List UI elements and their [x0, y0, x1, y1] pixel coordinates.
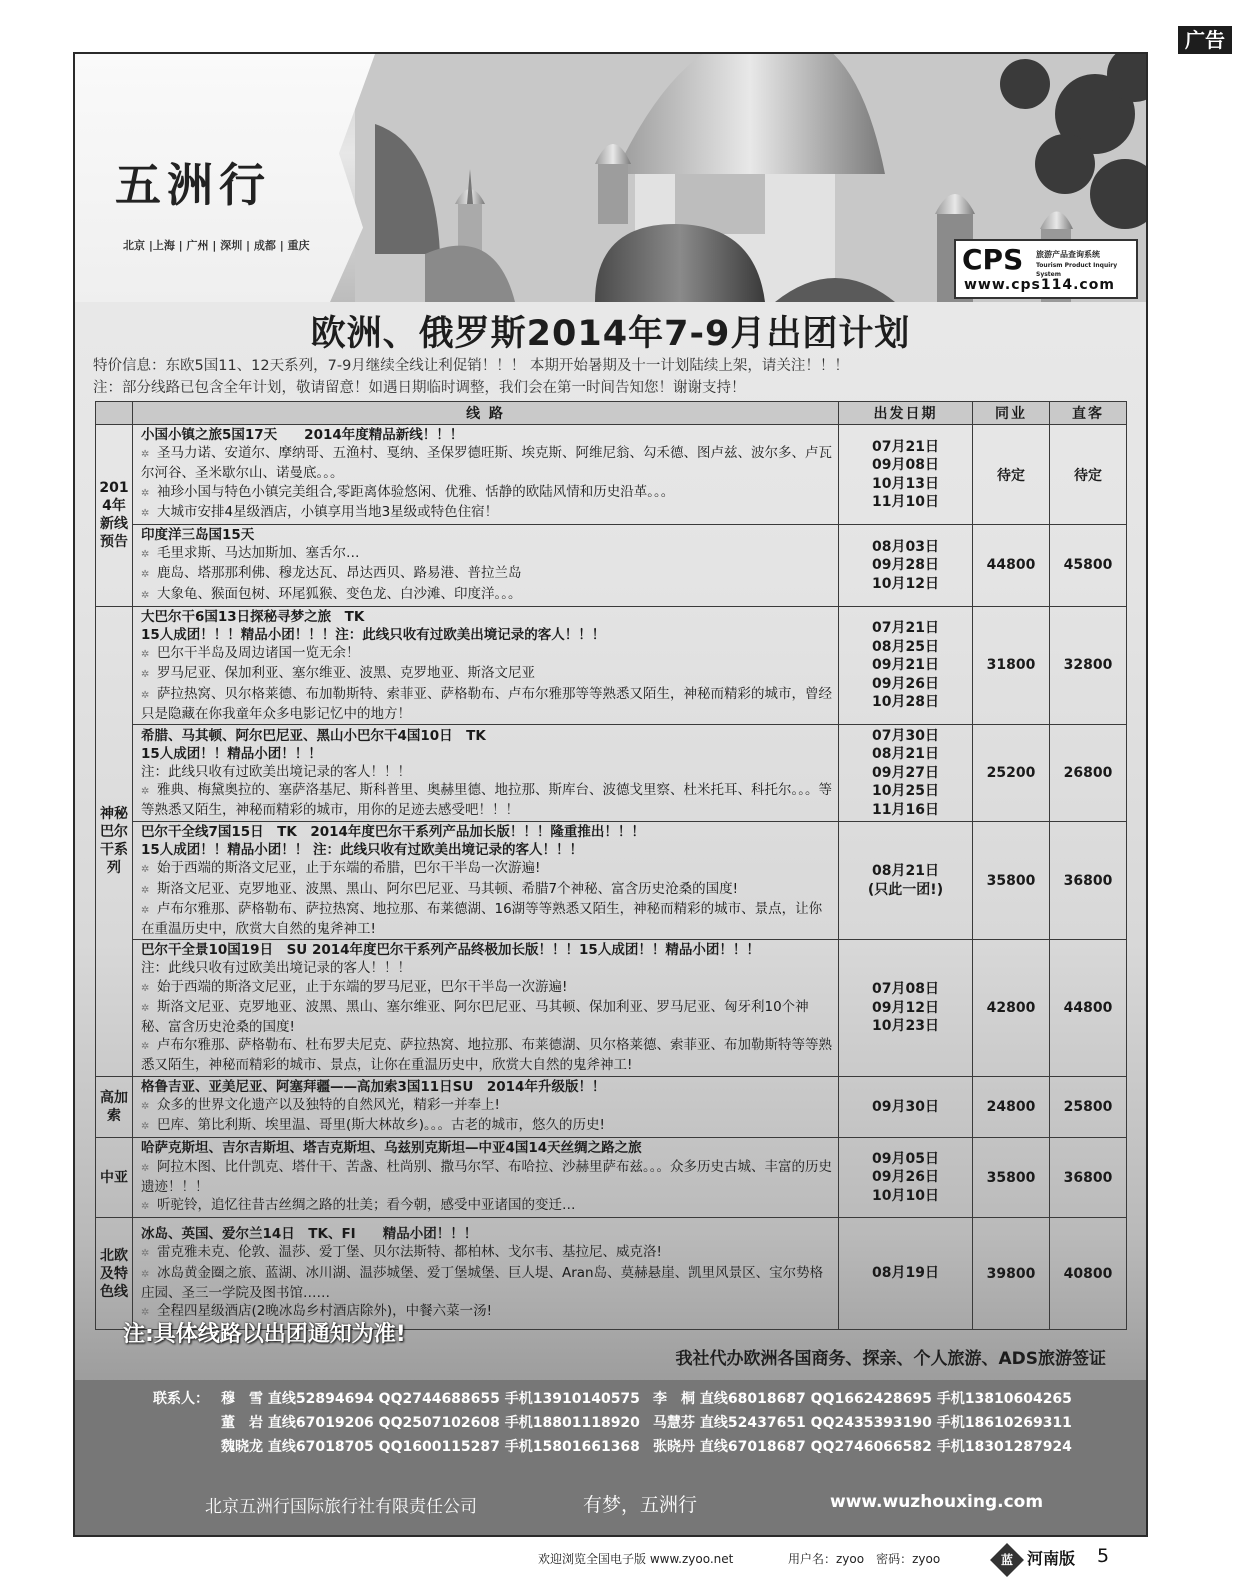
route-line: ✲ 巴尔干半岛及周边诸国一览无余！ — [141, 644, 832, 664]
departure-dates: 08月19日 — [839, 1218, 973, 1330]
bullet-icon: ✲ — [141, 786, 150, 798]
company-name: 北京五洲行国际旅行社有限责任公司 — [205, 1497, 477, 1517]
bullet-icon: ✲ — [141, 1200, 150, 1212]
visa-service: 我社代办欧洲各国商务、探亲、个人旅游、ADS旅游签证 — [675, 1349, 1106, 1369]
table-row — [96, 1076, 1127, 1138]
peer-price: 24800 — [973, 1076, 1050, 1138]
bullet-icon: ✲ — [141, 589, 150, 601]
route-cell — [133, 940, 839, 1076]
peer-price: 44800 — [973, 525, 1050, 607]
route-cell — [133, 1138, 839, 1218]
bullet-icon: ✲ — [141, 884, 150, 896]
contact-label: 联系人： — [153, 1391, 209, 1407]
cps-logo: CPS — [962, 243, 1024, 276]
route-cell — [133, 1218, 839, 1330]
route-title: 巴尔干全景10国19日 SU 2014年度巴尔干系列产品终极加长版！！！15人成团！！精品小团！！！ — [141, 942, 760, 959]
category-caucasus: 高加索 — [96, 1076, 133, 1138]
banner — [75, 54, 1146, 302]
table-row — [96, 725, 1127, 822]
route-subtitle: 15人成团！！精品小团！！！ — [141, 745, 322, 762]
peer-price: 35800 — [973, 1138, 1050, 1218]
company-logo: 五洲行 — [115, 158, 271, 212]
direct-price: 32800 — [1050, 606, 1127, 724]
route-note: 注：此线只收有过欧美出境记录的客人！！！ — [141, 960, 411, 977]
tour-schedule-table — [95, 401, 1127, 1330]
route-title: 格鲁吉亚、亚美尼亚、阿塞拜疆——高加索3国11日SU 2014年升级版！！ — [141, 1078, 606, 1095]
contact-entry: 魏晓龙 直线67018705 QQ1600115287 手机15801661368 — [221, 1439, 640, 1455]
route-line: ✲ 众多的世界文化遗产以及独特的自然风光，精彩一并奉上! — [141, 1096, 832, 1116]
route-line: ✲ 雷克雅未克、伦敦、温莎、爱丁堡、贝尔法斯特、都柏林、戈尔韦、基拉尼、威克洛! — [141, 1243, 832, 1263]
category-north-europe: 北欧及特色线 — [96, 1218, 133, 1330]
bullet-icon: ✲ — [141, 1041, 150, 1053]
route-cell — [133, 525, 839, 607]
departure-dates: 08月03日 09月28日 10月12日 — [839, 525, 973, 607]
bullet-icon: ✲ — [141, 689, 150, 701]
contact-entry: 李 桐 直线68018687 QQ1662428695 手机13810604265 — [653, 1391, 1072, 1407]
cps-url[interactable]: www.cps114.com — [964, 277, 1115, 293]
route-line: ✲ 冰岛黄金圈之旅、蓝湖、冰川湖、温莎城堡、爱丁堡城堡、巨人堤、Aran岛、莫赫悬崖、凯里风景区、宝尔势格庄园、圣三一学院及图书馆…… — [141, 1264, 824, 1301]
departure-dates: 09月30日 — [839, 1076, 973, 1138]
ad-tag: 广告 — [1178, 26, 1232, 54]
bullet-icon: ✲ — [141, 507, 150, 519]
bullet-icon: ✲ — [141, 1002, 150, 1014]
table-row — [96, 606, 1127, 724]
route-line: ✲ 斯洛文尼亚、克罗地亚、波黑、黑山、塞尔维亚、阿尔巴尼亚、马其顿、保加利亚、罗马尼亚、匈牙利10个神秘、富含历史沧桑的国度! — [141, 998, 809, 1036]
route-title: 哈萨克斯坦、吉尔吉斯坦、塔吉克斯坦、乌兹别克斯坦—中亚4国14天丝绸之路之旅 — [141, 1140, 642, 1157]
departure-dates: 07月21日 09月08日 10月13日 11月10日 — [839, 425, 973, 525]
bullet-icon: ✲ — [141, 487, 150, 499]
route-title: 巴尔干全线7国15日 TK 2014年度巴尔干系列产品加长版！！！隆重推出！！！ — [141, 824, 645, 841]
route-cell — [133, 1076, 839, 1138]
direct-price: 45800 — [1050, 525, 1127, 607]
bullet-icon: ✲ — [141, 1306, 150, 1318]
route-cell — [133, 725, 839, 822]
slogan: 有梦，五洲行 — [583, 1494, 698, 1516]
table-row — [96, 1218, 1127, 1330]
edition-diamond-icon: 蓝 — [990, 1543, 1024, 1577]
route-title: 冰岛、英国、爱尔兰14日 TK、FI 精品小团！！！ — [141, 1226, 478, 1243]
route-cell — [133, 822, 839, 940]
bullet-icon: ✲ — [141, 1248, 150, 1260]
header-blank — [96, 402, 133, 425]
route-line: ✲ 罗马尼亚、保加利亚、塞尔维亚、波黑、克罗地亚、斯洛文尼亚 — [141, 664, 832, 684]
route-line: ✲ 圣马力诺、安道尔、摩纳哥、五渔村、戛纳、圣保罗德旺斯、埃克斯、阿维尼翁、勾禾德、图卢兹、波尔多、卢瓦尔河谷、圣米歇尔山、诺曼底。。。 — [141, 445, 832, 482]
table-row — [96, 822, 1127, 940]
route-line: ✲ 萨拉热窝、贝尔格莱德、布加勒斯特、索菲亚、萨格勒布、卢布尔雅那等等熟悉又陌生，神秘而精彩的城市，曾经只是隐藏在你我童年众多电影记忆中的地方！ — [141, 685, 832, 722]
bullet-icon: ✲ — [141, 449, 150, 461]
bullet-icon: ✲ — [141, 1162, 150, 1174]
direct-price: 待定 — [1050, 425, 1127, 525]
header-departure: 出发日期 — [839, 402, 973, 425]
table-row — [96, 525, 1127, 607]
route-subtitle: 15人成团！！精品小团！！ 注：此线只收有过欧美出境记录的客人！！！ — [141, 842, 583, 859]
peer-price: 35800 — [973, 822, 1050, 940]
route-line: ✲ 斯洛文尼亚、克罗地亚、波黑、黑山、阿尔巴尼亚、马其顿、希腊7个神秘、富含历史沧桑的国度! — [141, 880, 832, 900]
direct-price: 26800 — [1050, 725, 1127, 822]
peer-price: 31800 — [973, 606, 1050, 724]
header-direct-price: 直客 — [1050, 402, 1127, 425]
direct-price: 25800 — [1050, 1076, 1127, 1138]
direct-price: 40800 — [1050, 1218, 1127, 1330]
bullet-icon: ✲ — [141, 904, 150, 916]
schedule-note: 注：部分线路已包含全年计划，敬请留意！如遇日期临时调整，我们会在第一时间告知您！谢谢支持！ — [93, 380, 746, 396]
route-cell — [133, 425, 839, 525]
route-line: ✲ 听驼铃，追忆往昔古丝绸之路的壮美；看今朝，感受中亚诸国的变迁… — [141, 1196, 832, 1216]
footer-login: 用户名：zyoo 密码：zyoo — [788, 1552, 941, 1566]
bullet-icon: ✲ — [141, 549, 150, 561]
route-subtitle: 15人成团！！！精品小团！！！注：此线只收有过欧美出境记录的客人！！！ — [141, 627, 606, 644]
peer-price: 39800 — [973, 1218, 1050, 1330]
route-line: ✲ 始于西端的斯洛文尼亚，止于东端的罗马尼亚，巴尔干半岛一次游遍! — [141, 978, 832, 998]
table-row — [96, 940, 1127, 1076]
route-line: ✲ 鹿岛、塔那那利佛、穆龙达瓦、昂达西贝、路易港、普拉兰岛 — [141, 564, 832, 584]
departure-dates: 08月21日 (只此一团!) — [839, 822, 973, 940]
route-line: ✲ 大城市安排4星级酒店，小镇享用当地3星级或特色住宿！ — [141, 503, 832, 523]
category-new-lines: 2014年新线预告 — [96, 425, 133, 607]
departure-dates: 07月08日 09月12日 10月23日 — [839, 940, 973, 1076]
bullet-icon: ✲ — [141, 569, 150, 581]
footer-site: 欢迎浏览全国电子版 www.zyoo.net — [538, 1552, 734, 1566]
bullet-icon: ✲ — [141, 669, 150, 681]
cps-badge — [954, 239, 1138, 299]
contact-entry: 马慧芬 直线52437651 QQ2435393190 手机18610269311 — [653, 1415, 1072, 1431]
table-header-row — [96, 402, 1127, 425]
direct-price: 36800 — [1050, 1138, 1127, 1218]
route-disclaimer: 注:具体线路以出团通知为准! — [123, 1322, 406, 1347]
bullet-icon: ✲ — [141, 1121, 150, 1133]
category-central-asia: 中亚 — [96, 1138, 133, 1218]
peer-price: 25200 — [973, 725, 1050, 822]
route-line: ✲ 全程四星级酒店(2晚冰岛乡村酒店除外)，中餐六菜一汤! — [141, 1302, 832, 1322]
route-line: ✲ 卢布尔雅那、萨格勒布、萨拉热窝、地拉那、布莱德湖、16湖等等熟悉又陌生，神秘而精彩的城市、景点，让你在重温历史中，欣赏大自然的鬼斧神工! — [141, 900, 823, 938]
cps-subtitle: 旅游产品查询系统 Tourism Product Inquiry System — [1036, 250, 1118, 278]
route-line: ✲ 阿拉木图、比什凯克、塔什干、苦盏、杜尚别、撒马尔罕、布哈拉、沙赫里萨布兹。。。众多历史古城、丰富的历史遗迹！！！ — [141, 1158, 832, 1195]
page-title: 欧洲、俄罗斯2014年7-9月出团计划 — [310, 314, 911, 354]
office-cities: 北京 |上海 | 广州 | 深圳 | 成都 | 重庆 — [123, 239, 310, 252]
peer-price: 42800 — [973, 940, 1050, 1076]
route-line: ✲ 始于西端的斯洛文尼亚，止于东端的希腊，巴尔干半岛一次游遍! — [141, 859, 832, 879]
route-note: 注：此线只收有过欧美出境记录的客人！！！ — [141, 763, 411, 780]
contact-entry: 张晓丹 直线67018687 QQ2746066582 手机18301287924 — [653, 1439, 1072, 1455]
special-offer-note: 特价信息：东欧5国11、12天系列，7-9月继续全线让利促销！！！ 本期开始暑期及十一计划陆续上架，请关注！！！ — [93, 358, 849, 374]
departure-dates: 07月21日 08月25日 09月21日 09月26日 10月28日 — [839, 606, 973, 724]
route-line: ✲ 大象龟、猴面包树、环尾狐猴、变色龙、白沙滩、印度洋。。。 — [141, 585, 832, 605]
route-title: 希腊、马其顿、阿尔巴尼亚、黑山小巴尔干4国10日 TK — [141, 727, 486, 744]
table-row — [96, 425, 1127, 525]
contact-entry: 穆 雪 直线52894694 QQ2744688655 手机13910140575 — [221, 1391, 640, 1407]
contact-entry: 董 岩 直线67019206 QQ2507102608 手机18801118920 — [221, 1415, 640, 1431]
departure-dates: 07月30日 08月21日 09月27日 10月25日 11月16日 — [839, 725, 973, 822]
edition-label: 蓝 河南版 — [995, 1546, 1075, 1572]
category-balkan: 神秘巴尔干系列 — [96, 606, 133, 1076]
header-route: 线 路 — [133, 402, 839, 425]
route-cell — [133, 606, 839, 724]
route-line: ✲ 袖珍小国与特色小镇完美组合,零距离体验悠闲、优雅、恬静的欧陆风情和历史沿革。。。 — [141, 483, 832, 503]
bullet-icon: ✲ — [141, 864, 150, 876]
advertisement-frame — [73, 52, 1148, 1537]
route-title: 小国小镇之旅5国17天 2014年度精品新线！！！ — [141, 427, 464, 443]
company-website[interactable]: www.wuzhouxing.com — [830, 1492, 1044, 1512]
departure-dates: 09月05日 09月26日 10月10日 — [839, 1138, 973, 1218]
bullet-icon: ✲ — [141, 1268, 150, 1280]
header-peer-price: 同业 — [973, 402, 1050, 425]
table-row — [96, 1138, 1127, 1218]
bullet-icon: ✲ — [141, 982, 150, 994]
route-title: 大巴尔干6国13日探秘寻梦之旅 TK — [141, 608, 365, 625]
peer-price: 待定 — [973, 425, 1050, 525]
route-line: ✲ 毛里求斯、马达加斯加、塞舌尔… — [141, 544, 832, 564]
direct-price: 44800 — [1050, 940, 1127, 1076]
route-line: ✲ 巴库、第比利斯、埃里温、哥里(斯大林故乡)。。。古老的城市，悠久的历史! — [141, 1116, 832, 1136]
route-title: 印度洋三岛国15天 — [141, 527, 255, 544]
route-line: ✲ 雅典、梅黛奥拉的、塞萨洛基尼、斯科普里、奥赫里德、地拉那、斯库台、波德戈里察、杜米托耳、科托尔。。。等等熟悉又陌生，神秘而精彩的城市，用你的足迹去感受吧！！！ — [141, 782, 832, 819]
bullet-icon: ✲ — [141, 1100, 150, 1112]
bullet-icon: ✲ — [141, 649, 150, 661]
route-line: ✲ 卢布尔雅那、萨格勒布、杜布罗夫尼克、萨拉热窝、地拉那、布莱德湖、贝尔格莱德、索菲亚、布加勒斯特等等熟悉又陌生，神秘而精彩的城市、景点，让你在重温历史中，欣赏大自然的鬼斧神工! — [141, 1037, 832, 1074]
direct-price: 36800 — [1050, 822, 1127, 940]
page-number: 5 — [1097, 1545, 1110, 1567]
